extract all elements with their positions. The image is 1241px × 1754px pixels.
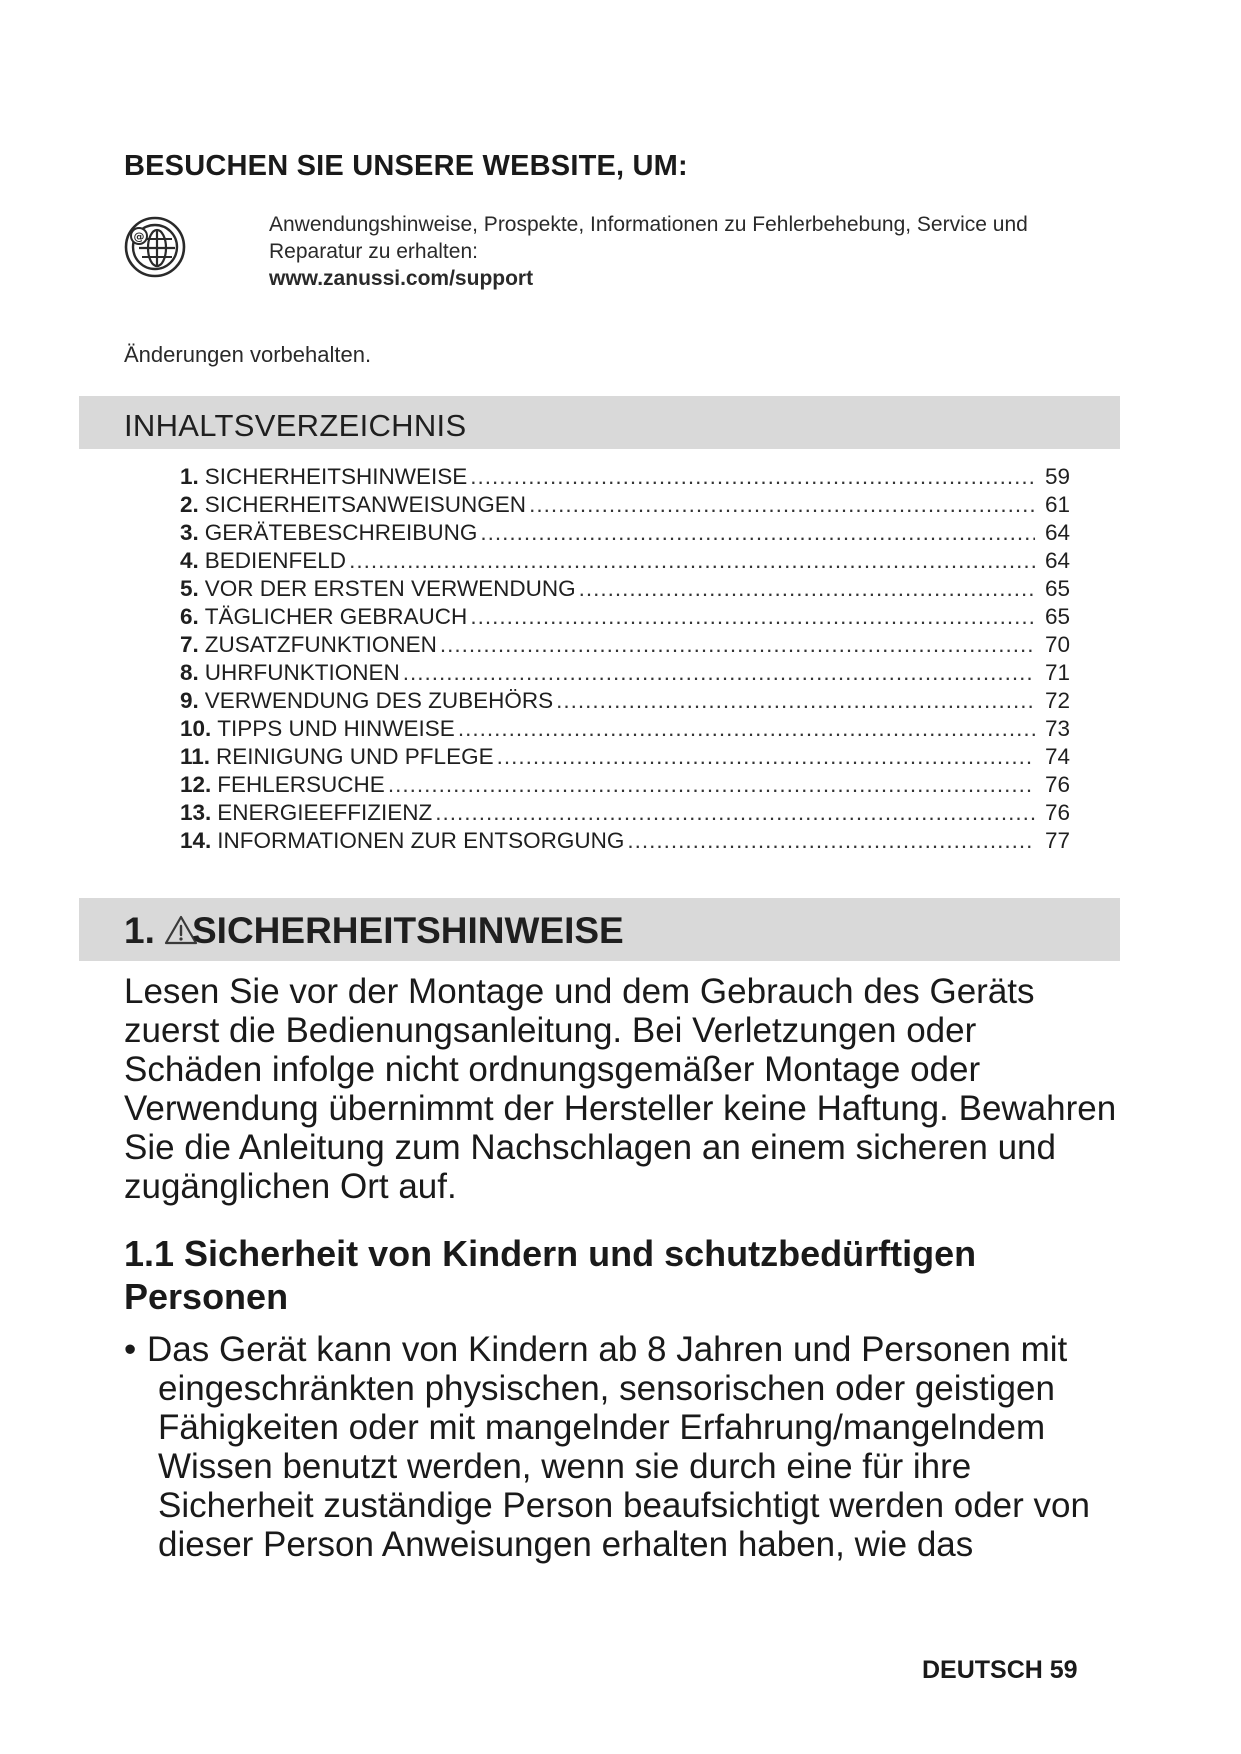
safety-intro-paragraph: Lesen Sie vor der Montage und dem Gebrauch des Geräts zuerst die Bedienungsanleitung. Bei Verletzungen oder Schäden infolge nicht ordnungsgemäßer Montage oder Verwendung übernimmt der Hersteller keine Haftung. Bewahren Sie die Anleitung zum Nachschlagen an einem sicheren und zugänglichen Ort auf. <box>124 972 1117 1206</box>
page-footer: DEUTSCH 59 <box>922 1656 1078 1684</box>
toc-item-page: 71 <box>1044 660 1070 685</box>
toc-item-page: 76 <box>1044 800 1070 825</box>
toc-item-label: BEDIENFELD <box>204 548 347 573</box>
toc-item-number: 9. <box>180 688 199 713</box>
toc-item[interactable] <box>180 519 1070 547</box>
toc-item-number: 7. <box>180 632 199 657</box>
toc-item[interactable] <box>180 715 1070 743</box>
toc-item[interactable] <box>180 575 1070 603</box>
list-item <box>124 1330 1124 1564</box>
toc-item-page: 65 <box>1044 604 1070 629</box>
toc-item-label: UHRFUNKTIONEN <box>204 660 400 685</box>
svg-text:@: @ <box>133 230 145 243</box>
toc-header <box>79 396 1120 449</box>
toc-item-number: 11. <box>180 744 211 769</box>
toc-item-number: 14. <box>180 828 212 853</box>
toc-item[interactable] <box>180 771 1070 799</box>
changes-note: Änderungen vorbehalten. <box>124 342 372 367</box>
toc-item-page: 65 <box>1044 576 1070 601</box>
toc-item-label: TIPPS UND HINWEISE <box>217 716 455 741</box>
globe-icon <box>123 215 187 279</box>
toc-item-label: ENERGIEEFFIZIENZ <box>217 800 433 825</box>
bullet-text: Das Gerät kann von Kindern ab 8 Jahren und Personen mit eingeschränkten physischen, sensorischen oder geistigen Fähigkeiten oder mit mangelnder Erfahrung/mangelndem Wissen benutzt werden, wenn sie durch eine für ihre Sicherheit zuständige Person beaufsichtigt werden oder von dieser Person Anweisungen erhalten haben, wie das <box>147 1330 1090 1564</box>
toc-item-label: SICHERHEITSHINWEISE <box>204 464 468 489</box>
toc-item[interactable] <box>180 827 1070 855</box>
toc-item-label: VOR DER ERSTEN VERWENDUNG <box>204 576 576 601</box>
toc-item-number: 4. <box>180 548 199 573</box>
toc-item[interactable] <box>180 743 1070 771</box>
toc-item-label: VERWENDUNG DES ZUBEHÖRS <box>204 688 554 713</box>
website-heading: BESUCHEN SIE UNSERE WEBSITE, UM: <box>124 150 688 182</box>
toc-item-label: SICHERHEITSANWEISUNGEN <box>204 492 527 517</box>
toc-item[interactable] <box>180 687 1070 715</box>
bullet-marker: • <box>124 1330 137 1369</box>
section-title: SICHERHEITSHINWEISE <box>192 910 624 951</box>
toc-item-label: FEHLERSUCHE <box>217 772 385 797</box>
toc-item[interactable] <box>180 491 1070 519</box>
toc-item-page: 72 <box>1044 688 1070 713</box>
toc-item-page: 59 <box>1044 464 1070 489</box>
toc-item-page: 64 <box>1044 548 1070 573</box>
toc-item-label: INFORMATIONEN ZUR ENTSORGUNG <box>217 828 625 853</box>
toc-item-number: 5. <box>180 576 199 601</box>
toc-item[interactable] <box>180 799 1070 827</box>
toc-item-number: 3. <box>180 520 199 545</box>
toc-item-number: 8. <box>180 660 199 685</box>
website-description: Anwendungshinweise, Prospekte, Informationen zu Fehlerbehebung, Service und Reparatur zu erhalten: <box>269 213 1028 263</box>
website-url-link[interactable]: www.zanussi.com/support <box>269 267 534 290</box>
toc-list <box>180 463 1070 855</box>
toc-dot-leader <box>470 603 1035 631</box>
toc-item-page: 74 <box>1044 744 1070 769</box>
toc-dot-leader <box>529 491 1035 519</box>
toc-item[interactable] <box>180 631 1070 659</box>
toc-item-number: 2. <box>180 492 199 517</box>
toc-dot-leader <box>435 799 1035 827</box>
toc-item-label: GERÄTEBESCHREIBUNG <box>204 520 478 545</box>
toc-item[interactable] <box>180 547 1070 575</box>
toc-item-page: 73 <box>1044 716 1070 741</box>
toc-dot-leader <box>403 659 1035 687</box>
toc-dot-leader <box>458 715 1035 743</box>
toc-item-page: 77 <box>1044 828 1070 853</box>
toc-item[interactable] <box>180 463 1070 491</box>
website-description-block <box>269 211 1109 292</box>
toc-item[interactable] <box>180 603 1070 631</box>
toc-dot-leader <box>349 547 1035 575</box>
toc-item-number: 6. <box>180 604 199 629</box>
toc-dot-leader <box>470 463 1035 491</box>
toc-dot-leader <box>480 519 1035 547</box>
toc-item-number: 10. <box>180 716 212 741</box>
toc-dot-leader <box>556 687 1035 715</box>
toc-item-number: 1. <box>180 464 199 489</box>
toc-item-page: 64 <box>1044 520 1070 545</box>
toc-dot-leader <box>440 631 1035 659</box>
toc-dot-leader <box>579 575 1035 603</box>
toc-item-label: TÄGLICHER GEBRAUCH <box>204 604 468 629</box>
toc-item-number: 12. <box>180 772 212 797</box>
toc-dot-leader <box>388 771 1035 799</box>
toc-item-label: REINIGUNG UND PFLEGE <box>216 744 494 769</box>
section-number: 1. <box>124 910 155 951</box>
toc-dot-leader <box>497 743 1035 771</box>
toc-item-number: 13. <box>180 800 212 825</box>
toc-item-page: 76 <box>1044 772 1070 797</box>
toc-title: INHALTSVERZEICHNIS <box>124 408 467 443</box>
toc-item-page: 61 <box>1044 492 1070 517</box>
section-1-header <box>79 898 1120 961</box>
toc-dot-leader <box>627 827 1035 855</box>
toc-item-label: ZUSATZFUNKTIONEN <box>204 632 437 657</box>
toc-item-page: 70 <box>1044 632 1070 657</box>
subsection-heading: 1.1 Sicherheit von Kindern und schutzbedürftigen Personen <box>124 1233 977 1317</box>
toc-item[interactable] <box>180 659 1070 687</box>
